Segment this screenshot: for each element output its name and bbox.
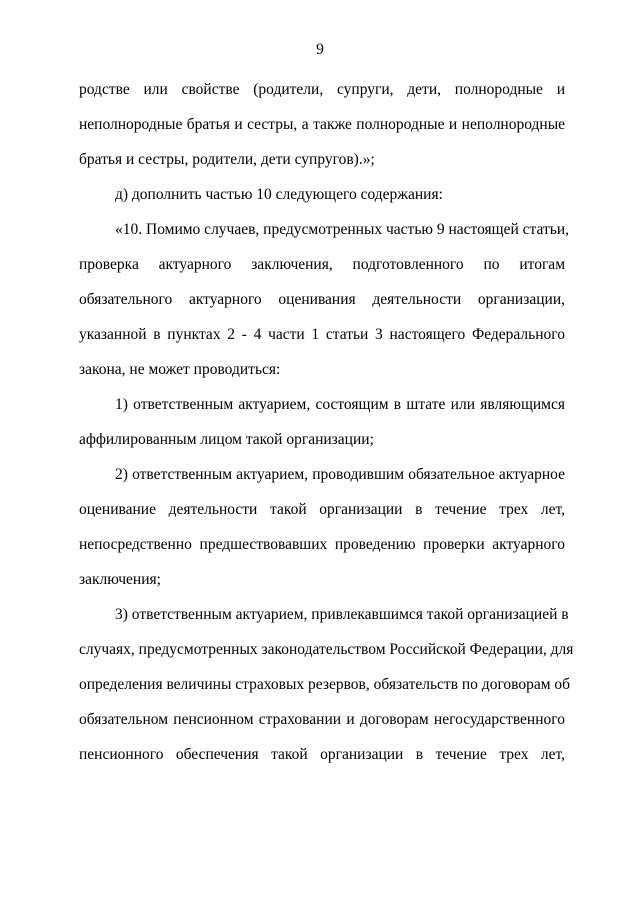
text-line: аффилированным лицом такой организации;	[79, 431, 374, 448]
text-line: д) дополнить частью 10 следующего содержания:	[115, 186, 443, 203]
text-line: определения величины страховых резервов, обязательств по договорам об	[79, 676, 571, 693]
text-line: обязательном пенсионном страховании и договорам негосударственного	[79, 711, 565, 728]
text-line: обязательного актуарного оценивания деятельности организации,	[79, 291, 565, 308]
text-line: 1) ответственным актуарием, состоящим в штате или являющимся	[115, 396, 565, 413]
text-line: родстве или свойстве (родители, супруги, дети, полнородные и	[79, 81, 565, 98]
page-number: 9	[316, 41, 324, 58]
text-line: случаях, предусмотренных законодательством Российской Федерации, для	[79, 641, 574, 658]
text-line: проверка актуарного заключения, подготовленного по итогам	[79, 256, 565, 273]
text-line: оценивание деятельности такой организации в течение трех лет,	[79, 501, 565, 518]
text-line: непосредственно предшествовавших проведению проверки актуарного	[79, 536, 565, 553]
text-line: 3) ответственным актуарием, привлекавшимся такой организацией в	[115, 606, 569, 623]
text-line: пенсионного обеспечения такой организации в течение трех лет,	[79, 746, 565, 763]
text-line: закона, не может проводиться:	[79, 361, 281, 378]
text-line: братья и сестры, родители, дети супругов).»;	[79, 151, 375, 168]
text-line: заключения;	[79, 571, 161, 588]
text-line: неполнородные братья и сестры, а также полнородные и неполнородные	[79, 116, 565, 133]
text-line: указанной в пунктах 2 - 4 части 1 статьи 3 настоящего Федерального	[79, 326, 565, 343]
text-line: 2) ответственным актуарием, проводившим обязательное актуарное	[115, 466, 565, 483]
text-line: «10. Помимо случаев, предусмотренных частью 9 настоящей статьи,	[115, 221, 569, 238]
